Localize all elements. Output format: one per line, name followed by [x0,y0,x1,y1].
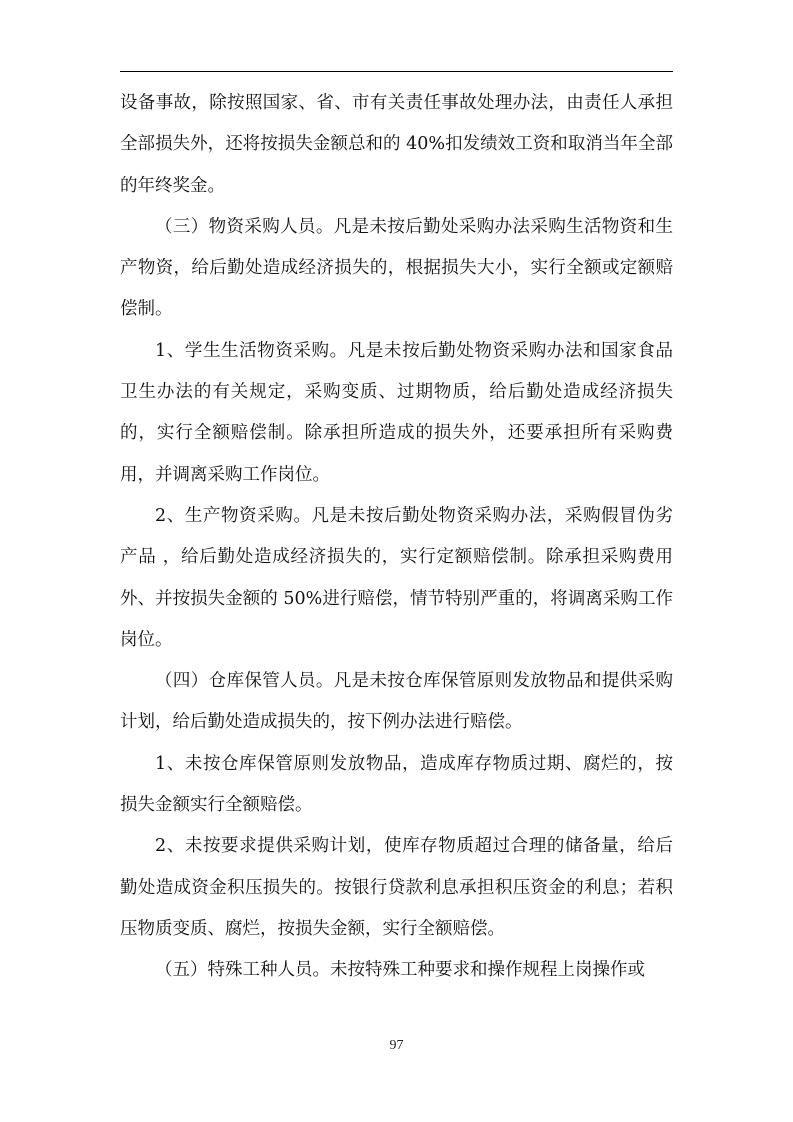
paragraph-6: 1、未按仓库保管原则发放物品，造成库存物质过期、腐烂的，按损失金额实行全额赔偿。 [120,753,673,816]
paragraph-1: 设备事故，除按照国家、省、市有关责任事故处理办法，由责任人承担全部损失外，还将按损失金额总和的 40%扣发绩效工资和取消当年全部的年终奖金。 [120,93,673,196]
paragraph-7: 2、未按要求提供采购计划，使库存物质超过合理的储备量，给后勤处造成资金积压损失的。按银行贷款利息承担积压资金的利息；若积压物质变质、腐烂，按损失金额，实行全额赔偿。 [120,836,673,939]
paragraph-3: 1、学生生活物资采购。凡是未按后勤处物资采购办法和国家食品卫生办法的有关规定，采购变质、过期物质，给后勤处造成经济损失的，实行全额赔偿制。除承担所造成的损失外，还要承担所有采购费用，并调离采购工作岗位。 [120,340,673,485]
document-body [120,83,673,992]
paragraph-2: （三）物资采购人员。凡是未按后勤处采购办法采购生活物资和生产物资，给后勤处造成经济损失的，根据损失大小，实行全额或定额赔偿制。 [120,216,673,320]
paragraph-5: （四）仓库保管人员。凡是未按仓库保管原则发放物品和提供采购计划，给后勤处造成损失的，按下例办法进行赔偿。 [120,671,673,733]
paragraph-4: 2、生产物资采购。凡是未按后勤处物资采购办法，采购假冒伪劣产品 ，给后勤处造成经济损失的，实行定额赔偿制。除承担采购费用外、并按损失金额的 50%进行赔偿，情节特别严重的，将调离采购工作岗位。 [120,505,673,650]
paragraph-8: （五）特殊工种人员。未按特殊工种要求和操作规程上岗操作或 [155,960,645,981]
header-rule [120,71,673,72]
page-number: 97 [389,1038,404,1053]
